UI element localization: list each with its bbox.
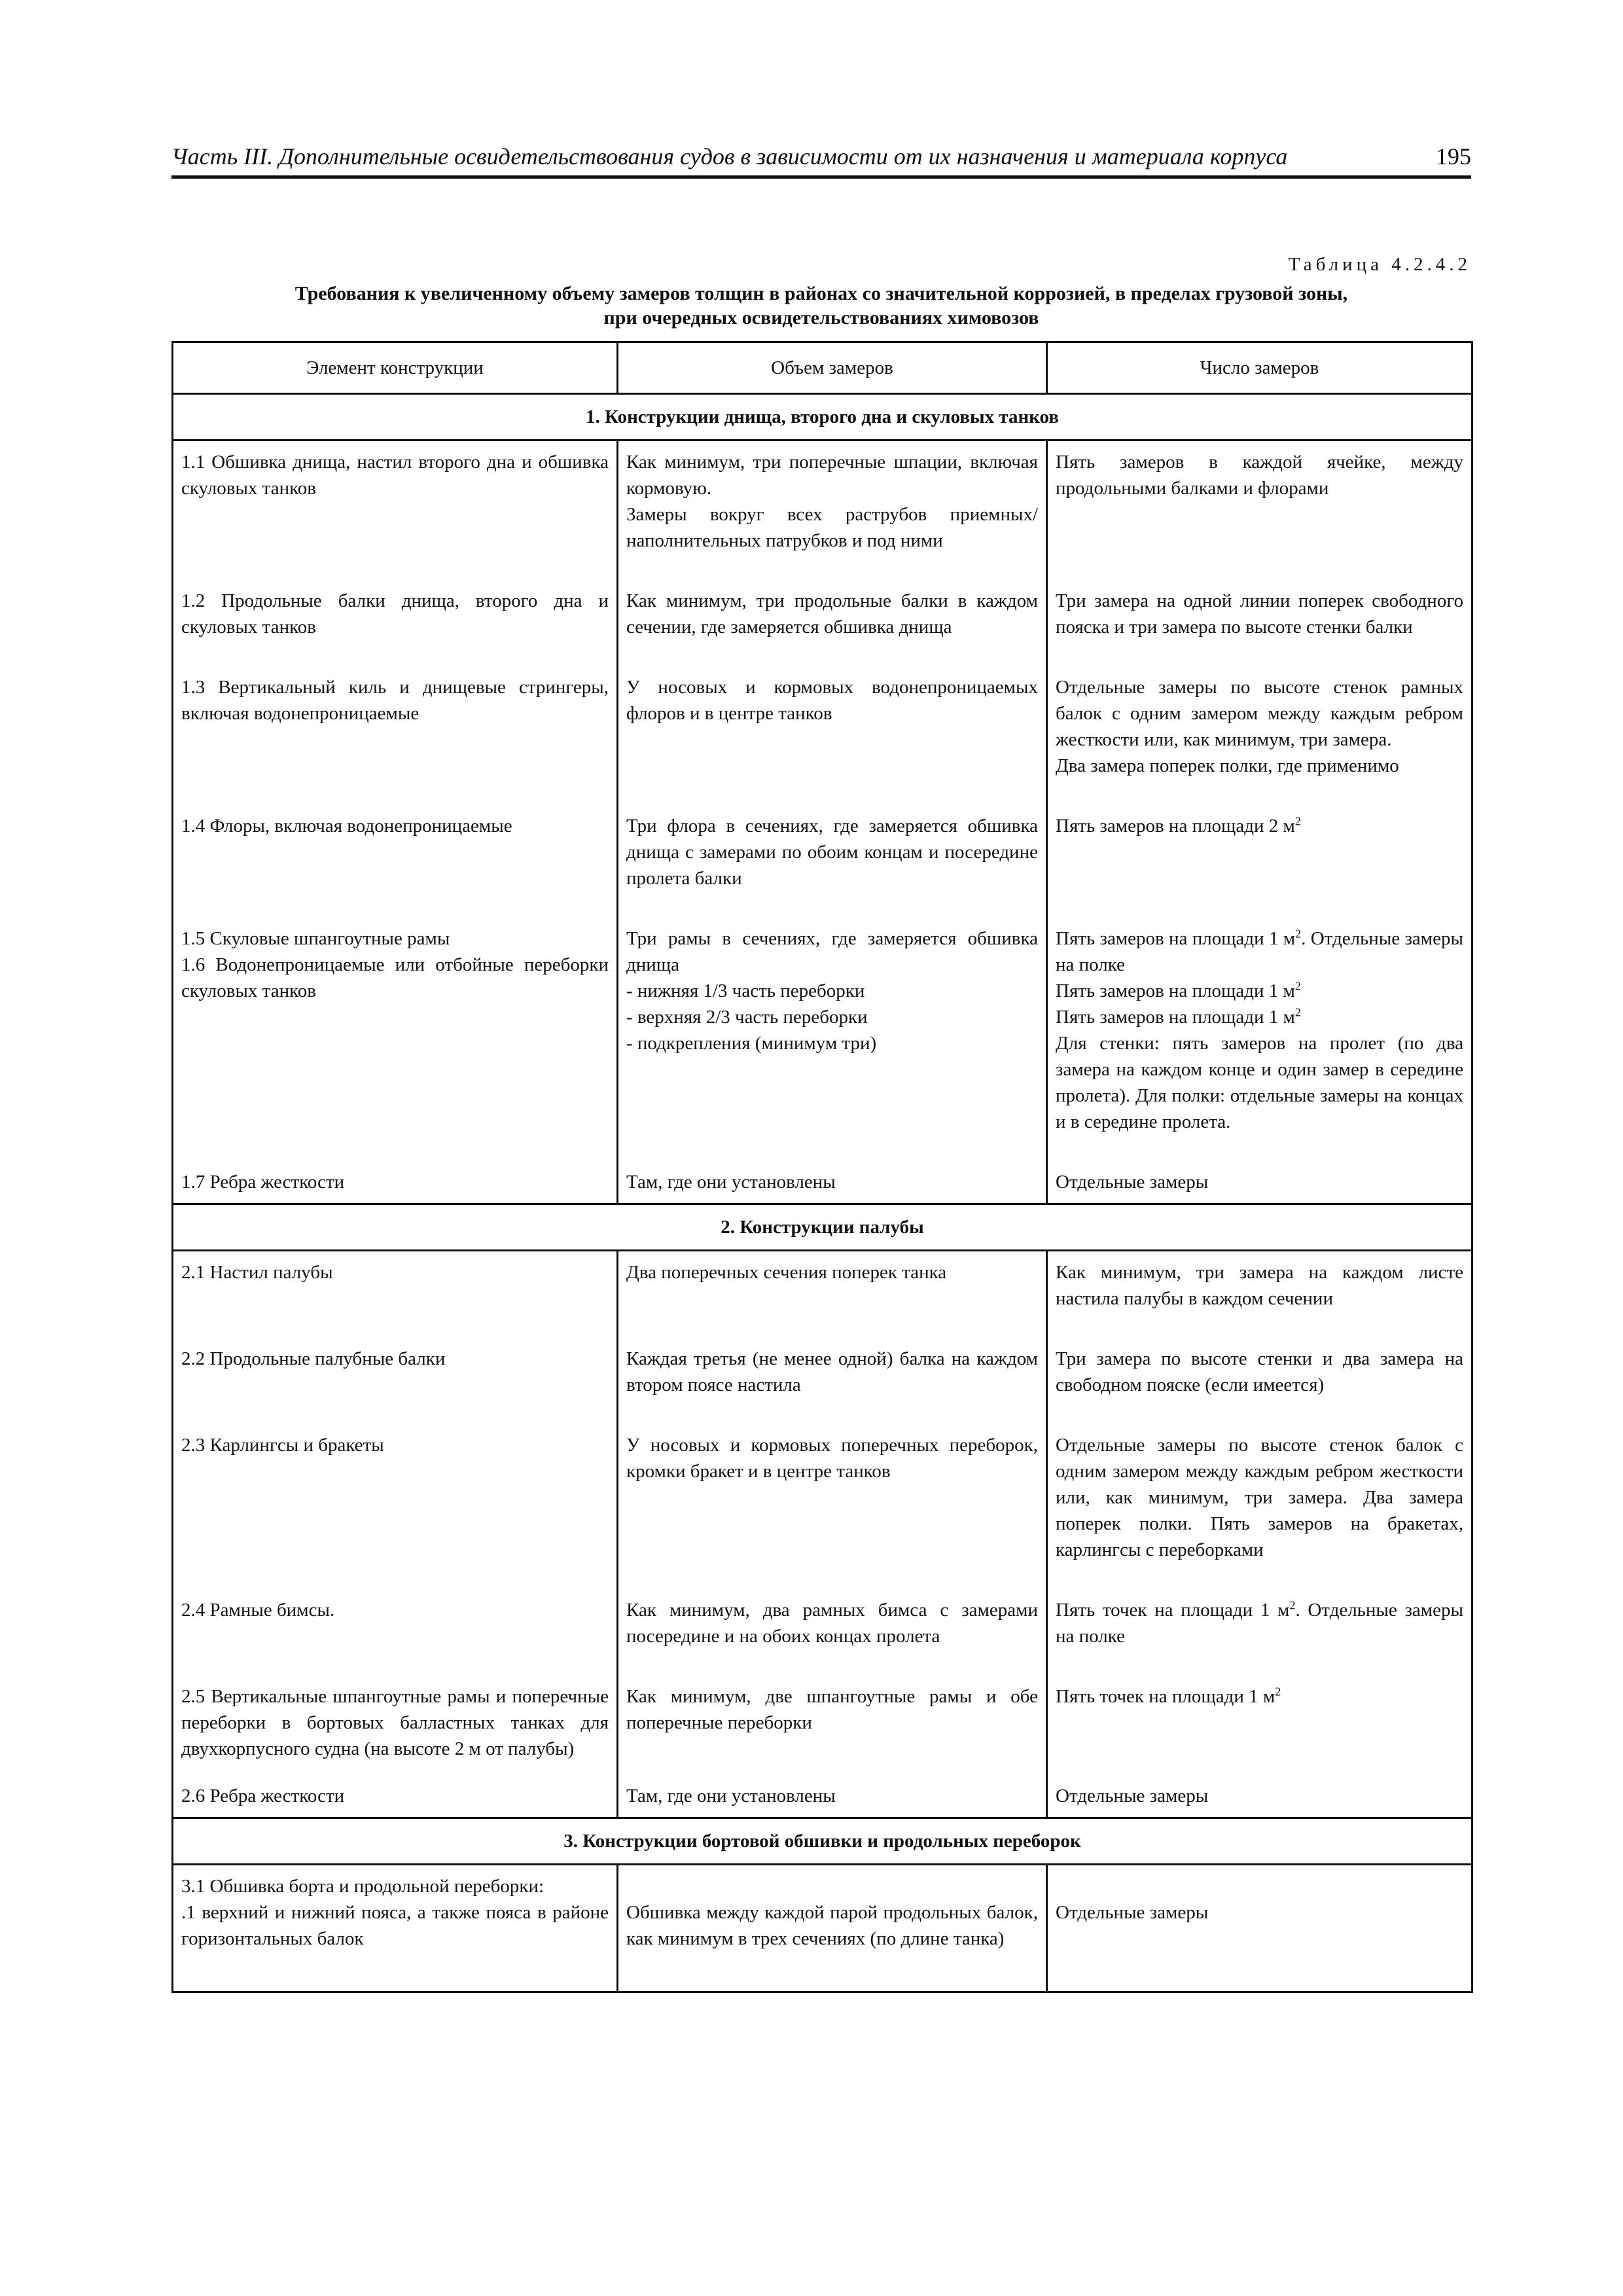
element-cell-line: 1.5 Скуловые шпангоутные рамы: [181, 928, 450, 949]
section-header-row: [173, 1204, 1472, 1251]
scope-cell: [618, 1676, 1047, 1775]
running-header-title: Часть III. Дополнительные освидетельствования судов в зависимости от их назначения и материала корпуса: [171, 143, 1288, 170]
scope-cell-line: Там, где они установлены: [626, 1172, 836, 1193]
count-cell-line: Отдельные замеры: [1056, 1172, 1209, 1193]
scope-cell-line: Как минимум, три поперечные шпации, включая кормовую.: [626, 452, 1038, 499]
count-cell: [1047, 918, 1472, 1161]
section-title: 1. Конструкции днища, второго дна и скуловых танков: [173, 394, 1472, 440]
superscript: 2: [1294, 1005, 1301, 1019]
scope-cell-line: Как минимум, два рамных бимса с замерами посередине и на обоих концах пролета: [626, 1600, 1038, 1647]
section-title: 2. Конструкции палубы: [173, 1204, 1472, 1251]
element-cell: [173, 1775, 618, 1818]
count-cell: [1047, 1865, 1472, 1992]
scope-cell-line: Замеры вокруг всех раструбов приемных/ наполнительных патрубков и под ними: [626, 504, 1038, 551]
scope-cell-line: - верхняя 2/3 часть переборки: [626, 1007, 868, 1028]
element-cell-line: 1.7 Ребра жесткости: [181, 1172, 345, 1193]
count-cell-line: Как минимум, три замера на каждом листе настила палубы в каждом сечении: [1056, 1262, 1463, 1309]
count-cell-line: Три замера на одной линии поперек свободного пояска и три замера по высоте стенки балки: [1056, 590, 1463, 637]
element-cell: [173, 1865, 618, 1992]
scope-cell: [618, 1775, 1047, 1818]
scope-cell: [618, 666, 1047, 805]
count-cell: [1047, 1676, 1472, 1775]
column-header: Элемент конструкции: [173, 342, 618, 394]
scope-cell-line: Три флора в сечениях, где замеряется обшивка днища с замерами по обоим концам и посередине пролета балки: [626, 816, 1038, 889]
superscript: 2: [1289, 1598, 1296, 1612]
scope-cell: [618, 580, 1047, 666]
element-cell-line: 2.5 Вертикальные шпангоутные рамы и поперечные переборки в бортовых балластных танках для двухкорпусного судна (на высоте 2 м от палубы): [181, 1686, 609, 1759]
element-cell: [173, 666, 618, 805]
table-caption: [171, 281, 1471, 330]
scope-cell-line: [626, 1873, 1038, 1899]
count-cell-line: Отдельные замеры по высоте стенок рамных балок с одним замером между каждым ребром жесткости или, как минимум, три замера.: [1056, 677, 1463, 750]
scope-cell-line: Там, где они установлены: [626, 1785, 836, 1806]
table-row: [173, 1865, 1472, 1992]
count-cell-line: Пять замеров на площади 1 $м^2$: [1056, 1005, 1301, 1028]
count-cell-line: Пять точек на площади 1 $м^2$: [1056, 1685, 1281, 1707]
table-row: [173, 580, 1472, 666]
element-cell: [173, 1338, 618, 1424]
element-cell: [173, 918, 618, 1161]
element-cell-line: 1.6 Водонепроницаемые или отбойные переборки скуловых танков: [181, 954, 609, 1001]
element-cell-line: 1.3 Вертикальный киль и днищевые стрингеры, включая водонепроницаемые: [181, 677, 609, 724]
scope-cell-line: Как минимум, две шпангоутные рамы и обе поперечные переборки: [626, 1686, 1038, 1733]
table-row: [173, 1676, 1472, 1775]
section-header-row: [173, 1818, 1472, 1865]
column-header: Число замеров: [1047, 342, 1472, 394]
scope-cell-line: Два поперечных сечения поперек танка: [626, 1262, 947, 1283]
scope-cell-line: Каждая третья (не менее одной) балка на каждом втором поясе настила: [626, 1348, 1038, 1395]
scope-cell-line: - нижняя 1/3 часть переборки: [626, 980, 865, 1001]
element-cell: [173, 805, 618, 918]
requirements-table: [171, 341, 1473, 1993]
table-label: Таблица 4.2.4.2: [1288, 254, 1471, 275]
count-cell: [1047, 1589, 1472, 1676]
element-cell: [173, 1251, 618, 1338]
scope-cell: [618, 1251, 1047, 1338]
count-cell-line: Пять точек на площади 1 $м^2$. Отдельные замеры на полке: [1056, 1598, 1463, 1647]
superscript: 2: [1294, 979, 1301, 993]
count-cell: [1047, 805, 1472, 918]
table-row: [173, 1161, 1472, 1204]
element-cell-line: 1.1 Обшивка днища, настил второго дна и обшивка скуловых танков: [181, 452, 609, 499]
table-row: [173, 666, 1472, 805]
element-cell: [173, 1424, 618, 1589]
element-cell: [173, 580, 618, 666]
scope-cell: [618, 1338, 1047, 1424]
count-cell: [1047, 440, 1472, 581]
count-cell-line: Пять замеров на площади 2 $м^2$: [1056, 814, 1301, 836]
scope-cell-line: Три рамы в сечениях, где замеряется обшивка днища: [626, 928, 1038, 975]
element-cell-line: 2.3 Карлингсы и бракеты: [181, 1435, 384, 1456]
count-cell-line: Два замера поперек полки, где применимо: [1056, 755, 1399, 776]
page-number: 195: [1436, 143, 1471, 170]
count-cell: [1047, 666, 1472, 805]
scope-cell-line: У носовых и кормовых поперечных переборок, кромки бракет и в центре танков: [626, 1435, 1038, 1482]
table-row: [173, 918, 1472, 1161]
count-cell-line: Пять замеров на площади 1 $м^2$: [1056, 979, 1301, 1001]
count-cell-line: Для стенки: пять замеров на пролет (по два замера на каждом конце и один замер в середине пролета). Для полки: отдельные замеры на концах и в середине пролета.: [1056, 1033, 1463, 1132]
count-cell-line: Отдельные замеры: [1056, 1902, 1209, 1923]
element-cell: [173, 440, 618, 581]
element-cell-line: 1.2 Продольные балки днища, второго дна и скуловых танков: [181, 590, 609, 637]
count-cell: [1047, 1251, 1472, 1338]
scope-cell: [618, 805, 1047, 918]
count-cell: [1047, 580, 1472, 666]
table-header-row: [173, 342, 1472, 394]
running-header: [171, 143, 1471, 179]
count-cell-line: Пять замеров в каждой ячейке, между продольными балками и флорами: [1056, 452, 1463, 499]
table-caption-line: Требования к увеличенному объему замеров толщин в районах со значительной коррозией, в пределах грузовой зоны,: [294, 283, 1348, 304]
count-cell: [1047, 1338, 1472, 1424]
section-header-row: [173, 394, 1472, 440]
scope-cell-line: Обшивка между каждой парой продольных балок, как минимум в трех сечениях (по длине танка): [626, 1902, 1038, 1949]
superscript: 2: [1275, 1685, 1281, 1698]
table-caption-line: при очередных освидетельствованиях химовозов: [603, 307, 1039, 329]
table-row: [173, 1589, 1472, 1676]
count-cell-line: Отдельные замеры: [1056, 1785, 1209, 1806]
element-cell-line: 2.2 Продольные палубные балки: [181, 1348, 446, 1369]
scope-cell: [618, 1865, 1047, 1992]
header-rule: [171, 175, 1471, 179]
scope-cell-line: У носовых и кормовых водонепроницаемых флоров и в центре танков: [626, 677, 1038, 724]
table-row: [173, 1775, 1472, 1818]
scope-cell-line: Как минимум, три продольные балки в каждом сечении, где замеряется обшивка днища: [626, 590, 1038, 637]
element-cell-line: 2.6 Ребра жесткости: [181, 1785, 345, 1806]
element-cell-line: .1 верхний и нижний пояса, а также пояса в районе горизонтальных балок: [181, 1902, 609, 1949]
scope-cell: [618, 1161, 1047, 1204]
count-cell-line: Пять замеров на площади 1 $м^2$. Отдельные замеры на полке: [1056, 927, 1464, 975]
scope-cell: [618, 1424, 1047, 1589]
scope-cell-line: - подкрепления (минимум три): [626, 1033, 877, 1054]
scope-cell: [618, 918, 1047, 1161]
superscript: 2: [1295, 927, 1302, 941]
element-cell-line: 3.1 Обшивка борта и продольной переборки:: [181, 1876, 544, 1897]
element-cell: [173, 1161, 618, 1204]
element-cell: [173, 1589, 618, 1676]
element-cell-line: 2.1 Настил палубы: [181, 1262, 333, 1283]
count-cell-line: Три замера по высоте стенки и два замера на свободном пояске (если имеется): [1056, 1348, 1463, 1395]
element-cell: [173, 1676, 618, 1775]
element-cell-line: 1.4 Флоры, включая водонепроницаемые: [181, 816, 512, 836]
table-row: [173, 1424, 1472, 1589]
table-row: [173, 440, 1472, 581]
element-cell-line: 2.4 Рамные бимсы.: [181, 1600, 335, 1621]
superscript: 2: [1294, 814, 1301, 828]
count-cell-line: Отдельные замеры по высоте стенок балок с одним замером между каждым ребром жесткости или, как минимум, три замера. Два замера поперек полки. Пять замеров на бракетах, карлингсы с переборками: [1056, 1435, 1463, 1560]
scope-cell: [618, 1589, 1047, 1676]
table-row: [173, 1251, 1472, 1338]
count-cell: [1047, 1775, 1472, 1818]
table-row: [173, 1338, 1472, 1424]
count-cell: [1047, 1424, 1472, 1589]
section-title: 3. Конструкции бортовой обшивки и продольных переборок: [173, 1818, 1472, 1865]
column-header: Объем замеров: [618, 342, 1047, 394]
count-cell-line: [1056, 1873, 1463, 1899]
table-row: [173, 805, 1472, 918]
scope-cell: [618, 440, 1047, 581]
count-cell: [1047, 1161, 1472, 1204]
